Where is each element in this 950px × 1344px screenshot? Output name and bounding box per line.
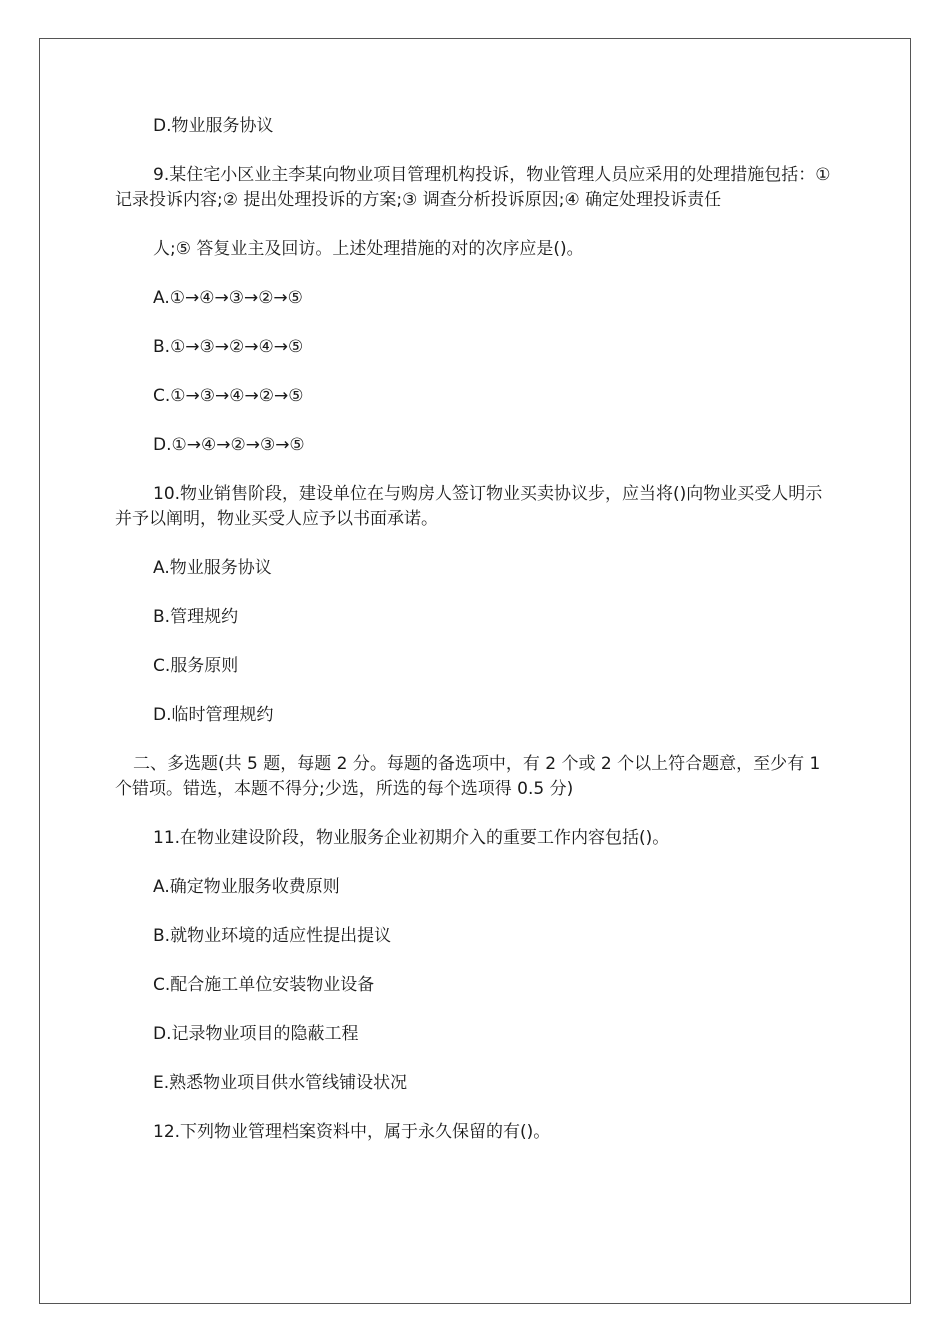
option-a: A.物业服务协议 (153, 558, 272, 578)
question-11: 11.在物业建设阶段，物业服务企业初期介入的重要工作内容包括()。 (153, 828, 670, 848)
question-12: 12.下列物业管理档案资料中，属于永久保留的有()。 (153, 1122, 551, 1142)
option-c: C.①→③→④→②→⑤ (153, 386, 304, 406)
option-b: B.管理规约 (153, 607, 239, 627)
question-9: 9.某住宅小区业主李某向物业项目管理机构投诉，物业管理人员应采用的处理措施包括：①记录投诉内容;② 提出处理投诉的方案;③ 调查分析投诉原因;④ 确定处理投诉责任 (115, 165, 831, 210)
question-9-continued: 人;⑤ 答复业主及回访。上述处理措施的对的次序应是()。 (153, 239, 584, 259)
option-e: E.熟悉物业项目供水管线铺设状况 (153, 1073, 408, 1093)
option-b: B.就物业环境的适应性提出提议 (153, 926, 392, 946)
option-c: C.服务原则 (153, 656, 239, 676)
option-c: C.配合施工单位安装物业设备 (153, 975, 375, 995)
option-b: B.①→③→②→④→⑤ (153, 337, 304, 357)
option-a: A.①→④→③→②→⑤ (153, 288, 303, 308)
question-10: 10.物业销售阶段，建设单位在与购房人签订物业买卖协议步，应当将()向物业买受人明示并予以阐明，物业买受人应予以书面承诺。 (115, 484, 823, 529)
option-a: A.确定物业服务收费原则 (153, 877, 340, 897)
section-heading-multiple-choice: 二、多选题(共 5 题，每题 2 分。每题的备选项中，有 2 个或 2 个以上符合题意，至少有 1 个错项。错选，本题不得分;少选，所选的每个选项得 0.5 分) (115, 754, 826, 799)
option-d: D.记录物业项目的隐蔽工程 (153, 1024, 359, 1044)
option-d: D.临时管理规约 (153, 705, 274, 725)
option-d: D.①→④→②→③→⑤ (153, 435, 305, 455)
option-d: D.物业服务协议 (153, 116, 274, 136)
document-body (115, 114, 835, 1169)
